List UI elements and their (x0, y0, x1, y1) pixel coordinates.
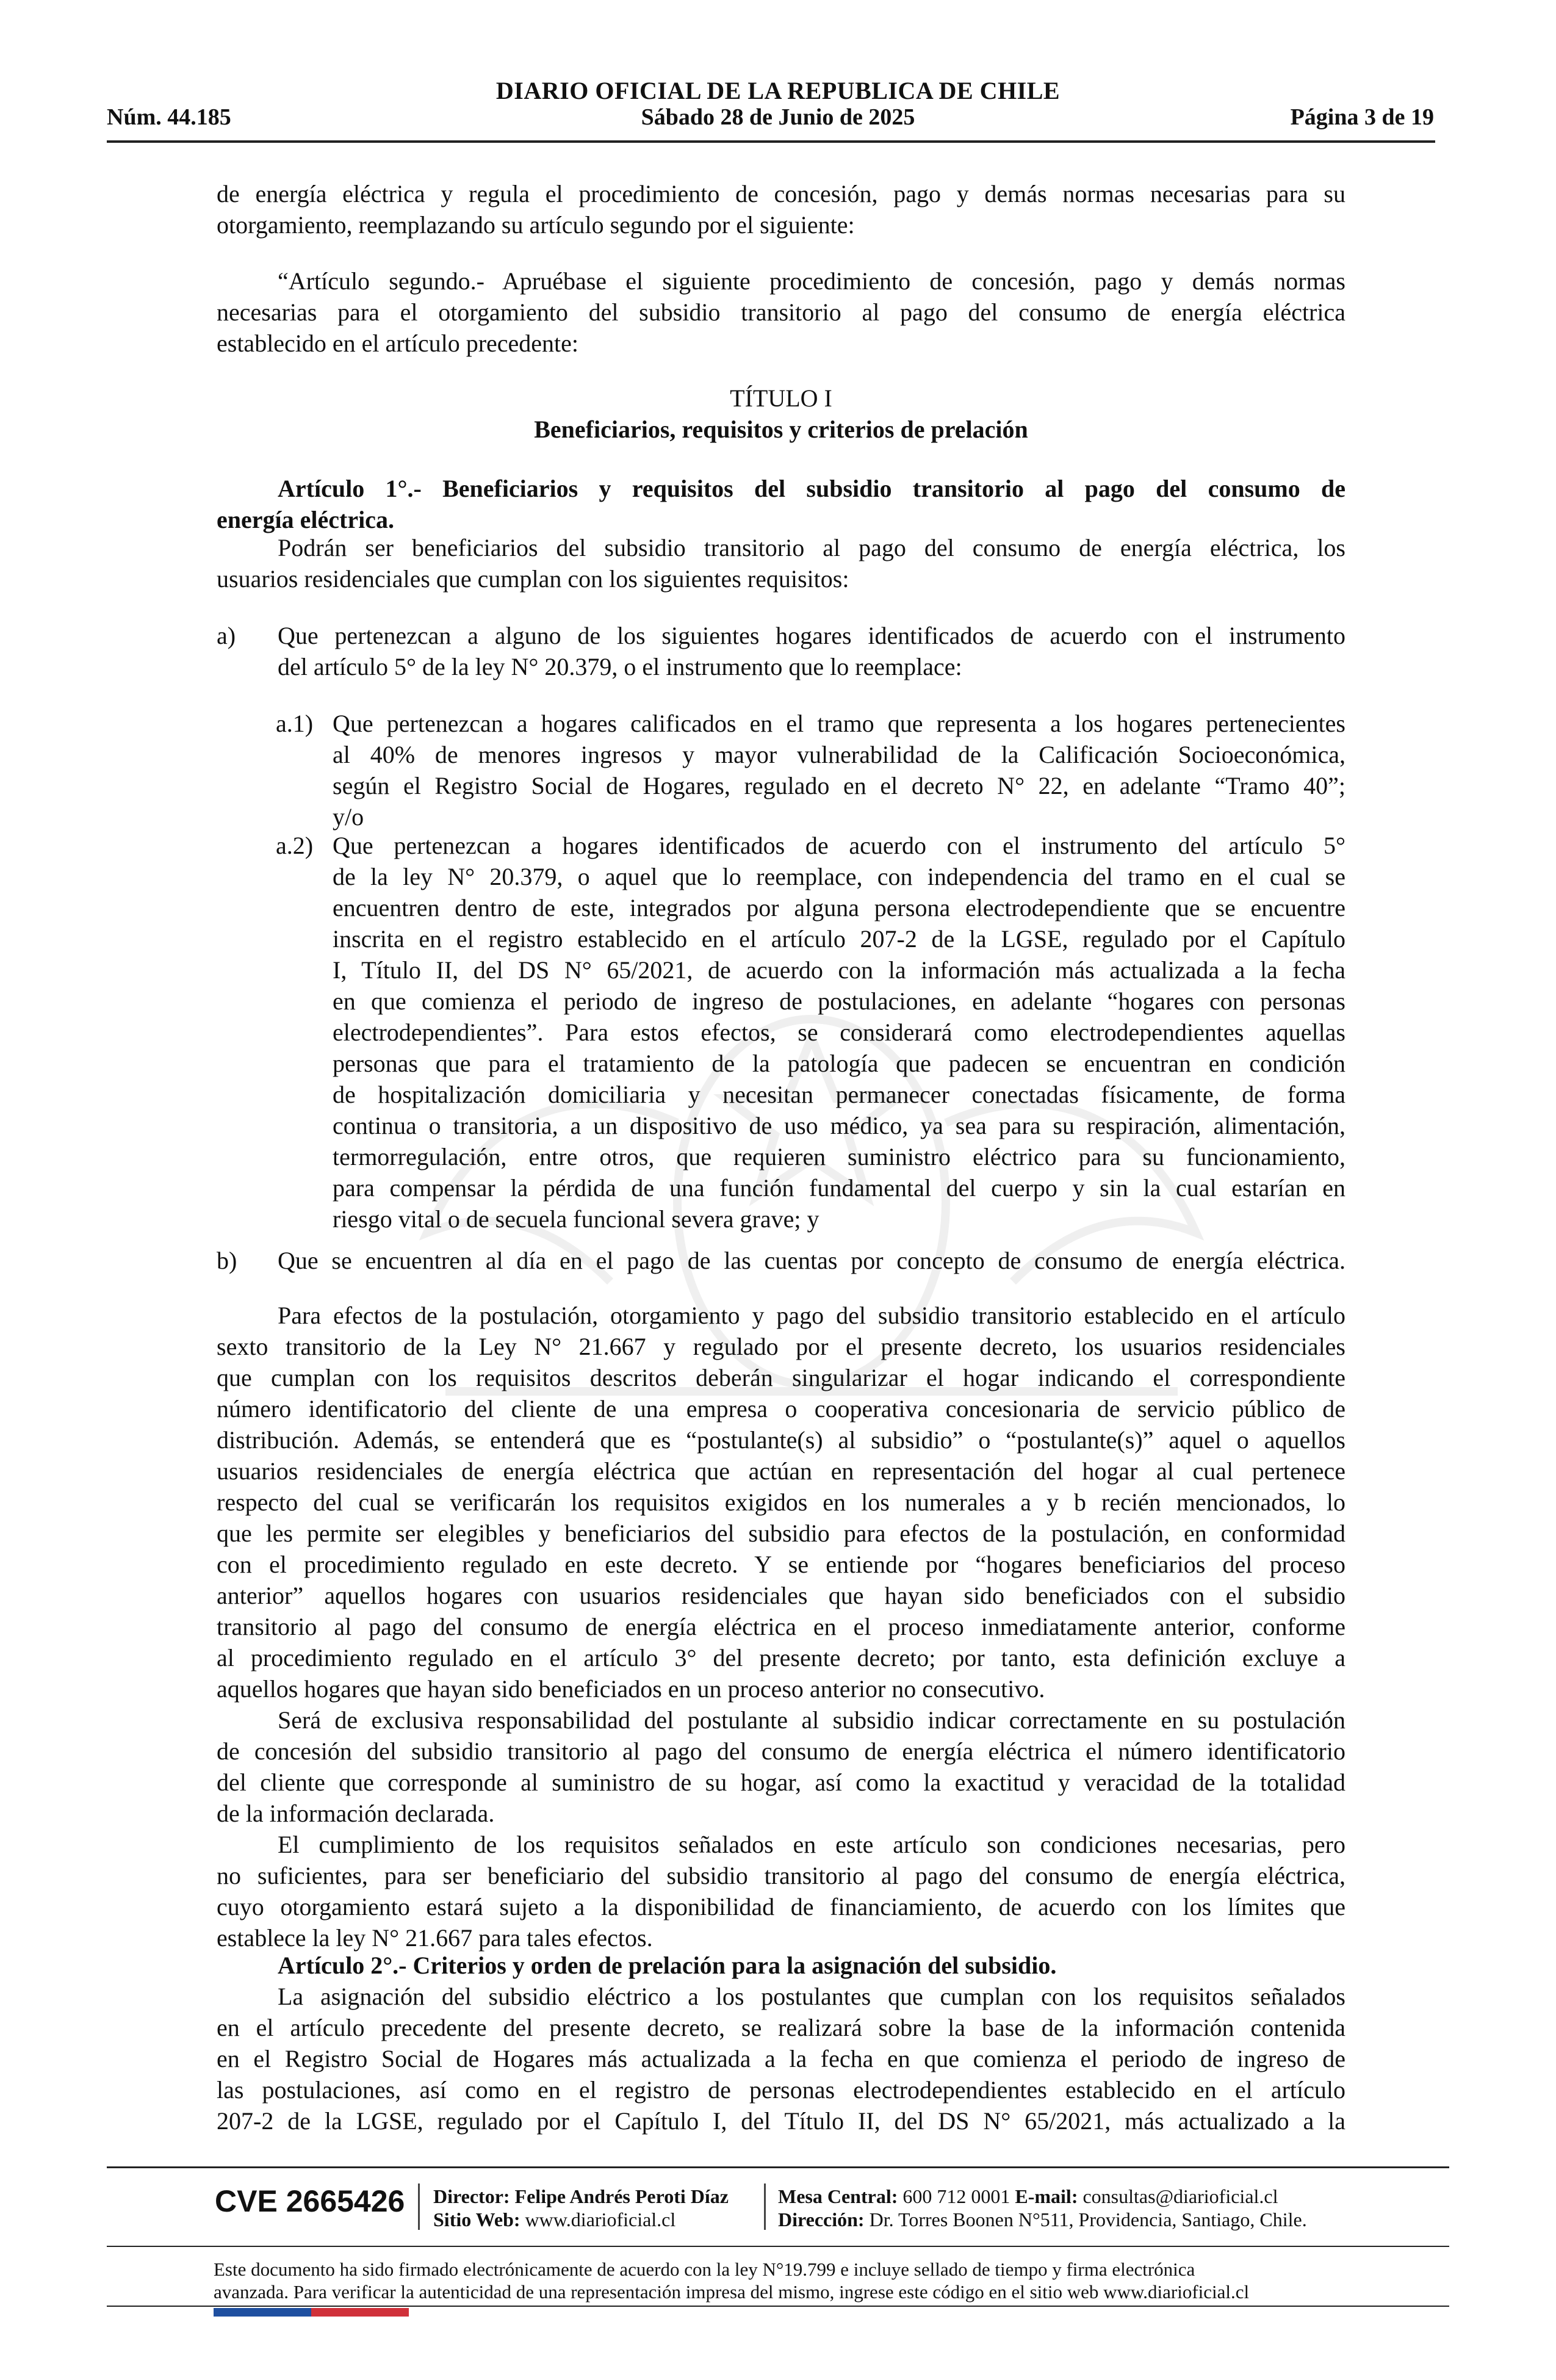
art2-heading: Artículo 2°.- Criterios y orden de prelación para la asignación del subsidio. (278, 1952, 1057, 1979)
text-line: inscrita en el registro establecido en el artículo 207-2 de la LGSE, regulado por el Capítulo (333, 925, 1345, 953)
director-label: Director: (433, 2185, 510, 2207)
text-line: que les permite ser elegibles y beneficiarios del subsidio para efectos de la postulación, en conformidad (217, 1520, 1345, 1547)
text-line: “Artículo segundo.- Apruébase el siguiente procedimiento de concesión, pago y demás normas (278, 267, 1345, 295)
footer-top-rule (107, 2166, 1449, 2168)
issue-date: Sábado 28 de Junio de 2025 (641, 104, 915, 130)
intro-paragraph (217, 178, 1345, 240)
footer-director (433, 2185, 729, 2231)
text-line: continua o transitoria, a un dispositivo de uso médico, ya sea para su respiración, alimentación, (333, 1112, 1345, 1139)
footer-divider (418, 2183, 420, 2230)
text-line: de concesión del subsidio transitorio al pago del consumo de energía eléctrica el número identificatorio (217, 1737, 1345, 1765)
articulo-segundo-paragraph (217, 265, 1345, 359)
text-line: de energía eléctrica y regula el procedimiento de concesión, pago y demás normas necesarias para su (217, 180, 1345, 207)
text-line: otorgamiento, reemplazando su artículo segundo por el siguiente: (217, 211, 855, 239)
flag-stripe-blue (214, 2308, 311, 2317)
mesa-label: Mesa Central: (778, 2185, 898, 2207)
email-label: E-mail: (1015, 2185, 1078, 2207)
text-line: Para efectos de la postulación, otorgamiento y pago del subsidio transitorio establecido en el artículo (278, 1302, 1345, 1329)
text-line: transitorio al pago del consumo de energía eléctrica en el proceso inmediatamente anterior, conforme (217, 1613, 1345, 1640)
text-line: en el artículo precedente del presente decreto, se realizará sobre la base de la información contenida (217, 2014, 1345, 2041)
item-a-label: a) (217, 622, 236, 649)
header-rule (107, 140, 1435, 143)
mesa-value: 600 712 0001 (902, 2185, 1010, 2207)
text-line: no suficientes, para ser beneficiario del subsidio transitorio al pago del consumo de energía eléctrica, (217, 1862, 1345, 1889)
text-line: personas que para el tratamiento de la patología que padecen se encuentran en condición (333, 1050, 1345, 1077)
text-line: al 40% de menores ingresos y mayor vulnerabilidad de la Calificación Socioeconómica, (333, 741, 1345, 768)
text-line: las postulaciones, así como en el registro de personas electrodependientes establecido en el artículo (217, 2076, 1345, 2104)
titulo-heading (217, 383, 1345, 445)
art1-paragraph-responsabilidad (217, 1704, 1345, 1829)
footer-divider (764, 2183, 766, 2230)
text-line: en que comienza el periodo de ingreso de postulaciones, en adelante “hogares con personas (333, 987, 1345, 1015)
text-line: según el Registro Social de Hogares, regulado en el decreto N° 22, en adelante “Tramo 40”; (333, 772, 1345, 799)
item-a2-label: a.2) (276, 832, 314, 859)
footer-mid-rule (107, 2246, 1449, 2247)
text-line: Que pertenezcan a hogares calificados en el tramo que representa a los hogares pertenecientes (333, 710, 1345, 737)
text-line: al procedimiento regulado en el artículo 3° del presente decreto; por tanto, esta definición excluye a (217, 1644, 1345, 1671)
issue-number: Núm. 44.185 (107, 104, 231, 130)
text-line: riesgo vital o de secuela funcional severa grave; y (333, 1205, 819, 1233)
item-a2-text (333, 830, 1345, 1235)
text-line: electrodependientes”. Para estos efectos, se considerará como electrodependientes aquellas (333, 1019, 1345, 1046)
text-line: establece la ley N° 21.667 para tales efectos. (217, 1924, 653, 1952)
text-line: en el Registro Social de Hogares más actualizada a la fecha en que comienza el periodo de ingreso de (217, 2045, 1345, 2072)
text-line: Que pertenezcan a hogares identificados de acuerdo con el instrumento del artículo 5° (333, 832, 1345, 859)
text-line: de la ley N° 20.379, o aquel que lo reemplace, con independencia del tramo en el cual se (333, 863, 1345, 890)
item-a-text (278, 620, 1345, 682)
text-line: cuyo otorgamiento estará sujeto a la disponibilidad de financiamiento, de acuerdo con los límites que (217, 1893, 1345, 1920)
text-line: Podrán ser beneficiarios del subsidio transitorio al pago del consumo de energía eléctrica, los (278, 534, 1345, 561)
footer-contact (778, 2185, 1307, 2231)
text-line: del cliente que corresponde al suministro de su hogar, así como la exactitud y veracidad de la totalidad (217, 1769, 1345, 1796)
text-line: Artículo 1°.- Beneficiarios y requisitos del subsidio transitorio al pago del consumo de (278, 475, 1345, 502)
text-line: 207-2 de la LGSE, regulado por el Capítulo I, del Título II, del DS N° 65/2021, más actualizado a la (217, 2107, 1345, 2135)
text-line: distribución. Además, se entenderá que es “postulante(s) al subsidio” o “postulante(s)” aquel o aquellos (217, 1426, 1345, 1454)
titulo-subheading: Beneficiarios, requisitos y criterios de prelación (534, 416, 1028, 443)
text-line: con el procedimiento regulado en este decreto. Y se entiende por “hogares beneficiarios del proceso (217, 1551, 1345, 1578)
text-line: Que se encuentren al día en el pago de las cuentas por concepto de consumo de energía eléctrica. (278, 1247, 1345, 1274)
text-line: número identificatorio del cliente de una empresa o cooperativa concesionaria de servicio público de (217, 1395, 1345, 1423)
text-line: usuarios residenciales de energía eléctrica que actúan en representación del hogar al cual pertenece (217, 1457, 1345, 1485)
signature-note (214, 2258, 1249, 2303)
note-line: Este documento ha sido firmado electrónicamente de acuerdo con la ley N°19.799 e incluye sellado de tiempo y firma electrónica (214, 2259, 1195, 2280)
text-line: aquellos hogares que hayan sido beneficiados en un proceso anterior no consecutivo. (217, 1675, 1045, 1703)
text-line: necesarias para el otorgamiento del subsidio transitorio al pago del consumo de energía eléctrica (217, 298, 1345, 326)
text-line: Que pertenezcan a alguno de los siguientes hogares identificados de acuerdo con el instrumento (278, 622, 1345, 649)
newspaper-title: DIARIO OFICIAL DE LA REPUBLICA DE CHILE (495, 77, 1061, 104)
text-line: El cumplimiento de los requisitos señalados en este artículo son condiciones necesarias, pero (278, 1831, 1345, 1858)
flag-stripe-red (311, 2308, 409, 2317)
text-line: respecto del cual se verificarán los requisitos exigidos en los numerales a y b recién mencionados, lo (217, 1488, 1345, 1516)
address-label: Dirección: (778, 2209, 865, 2230)
text-line: del artículo 5° de la ley N° 20.379, o el instrumento que lo reemplace: (278, 653, 962, 680)
text-line: anterior” aquellos hogares con usuarios residenciales que hayan sido beneficiados con el subsidio (217, 1582, 1345, 1609)
text-line: que cumplan con los requisitos descritos deberán singularizar el hogar indicando el correspondiente (217, 1364, 1345, 1391)
footer-bottom-rule (107, 2306, 1449, 2307)
web-label: Sitio Web: (433, 2209, 520, 2230)
web-link[interactable]: www.diarioficial.cl (525, 2209, 676, 2230)
text-line: I, Título II, del DS N° 65/2021, de acuerdo con la información más actualizada a la fecha (333, 956, 1345, 984)
art1-heading (217, 473, 1345, 535)
director-name: Felipe Andrés Peroti Díaz (514, 2185, 729, 2207)
titulo-label: TÍTULO I (730, 384, 832, 412)
text-line: energía eléctrica. (217, 506, 394, 533)
text-line: establecido en el artículo precedente: (217, 330, 579, 357)
text-line: La asignación del subsidio eléctrico a los postulantes que cumplan con los requisitos señalados (278, 1983, 1345, 2010)
text-line: termorregulación, entre otros, que requieren suministro eléctrico para su funcionamiento, (333, 1143, 1345, 1170)
note-line: avanzada. Para verificar la autenticidad de una representación impresa del mismo, ingrese este código en el sitio web www.diarioficial.cl (214, 2281, 1250, 2302)
art2-section (217, 1950, 1345, 2137)
art1-paragraph-cumplimiento (217, 1829, 1345, 1953)
item-a1-label: a.1) (276, 710, 314, 737)
text-line: sexto transitorio de la Ley N° 21.667 y regulado por el presente decreto, los usuarios residenciales (217, 1333, 1345, 1360)
item-b-label: b) (217, 1247, 237, 1274)
page-number: Página 3 de 19 (1290, 104, 1434, 130)
art1-intro-paragraph (217, 532, 1345, 594)
cve-code: CVE 2665426 (215, 2184, 405, 2218)
text-line: de la información declarada. (217, 1800, 495, 1827)
text-line: encuentren dentro de este, integrados por alguna persona electrodependiente que se encuentre (333, 894, 1345, 921)
text-line: usuarios residenciales que cumplan con los siguientes requisitos: (217, 565, 849, 593)
item-a1-text (333, 708, 1345, 832)
address-value: Dr. Torres Boonen N°511, Providencia, Santiago, Chile. (869, 2209, 1307, 2230)
text-line: Será de exclusiva responsabilidad del postulante al subsidio indicar correctamente en su postulación (278, 1706, 1345, 1734)
email-link[interactable]: consultas@diarioficial.cl (1082, 2185, 1278, 2207)
item-b-text (278, 1245, 1345, 1276)
art1-paragraph-postulacion (217, 1300, 1345, 1704)
text-line: de hospitalización domiciliaria y necesitan permanecer conectadas físicamente, de forma (333, 1081, 1345, 1108)
text-line: para compensar la pérdida de una función fundamental del cuerpo y sin la cual estarían en (333, 1174, 1345, 1202)
text-line: y/o (333, 803, 364, 831)
